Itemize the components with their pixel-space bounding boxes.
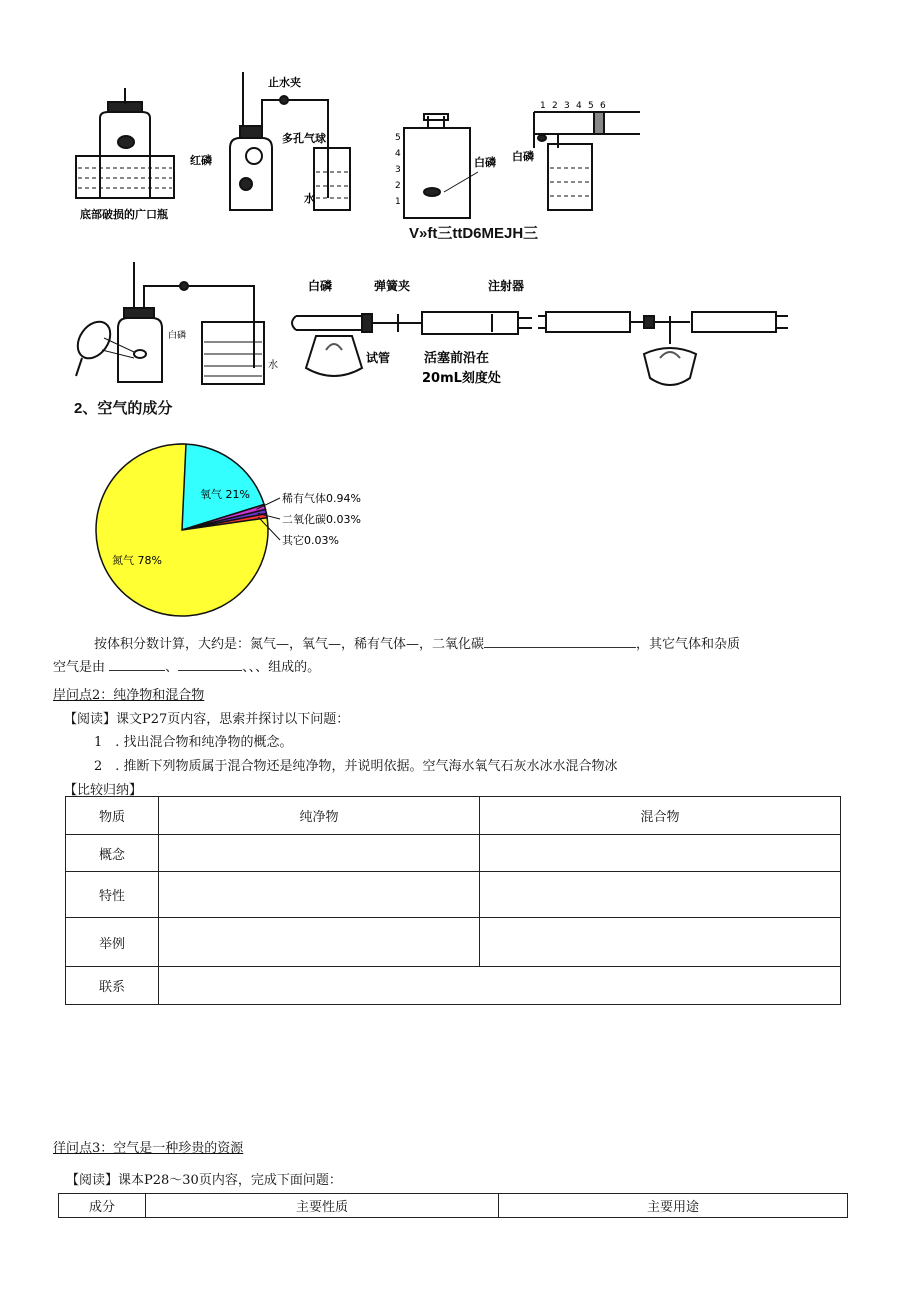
air-consists-end: 、、、组成的。 [242, 660, 321, 675]
point3-title: 徉问点3：空气是一种珍贵的资源 [53, 1141, 244, 1156]
row-label-example: 举例 [66, 918, 159, 967]
table-cell[interactable] [159, 835, 480, 872]
air-consists-text: 空气是由 [53, 660, 106, 675]
fig6-piston-label: 活塞前沿在 [424, 351, 490, 366]
fig4-label: 白磷 [512, 150, 534, 163]
figure-caption: V»ft三ttD6MEJH三 [409, 225, 539, 242]
volume-fraction-text: 按体积分数计算，大约是：氮气—，氧气—，稀有气体—，二氧化碳 [94, 637, 485, 652]
separator: 、 [165, 660, 179, 675]
pie-label-4: 其它0.03% [282, 534, 339, 547]
header-use: 主要用途 [499, 1194, 848, 1218]
fig3-scale-5: 5 [395, 133, 401, 143]
point2-q2: 2 . 推断下列物质属于混合物还是纯净物，并说明依据。空气海水氧气石灰水冰水混合物冰 [94, 759, 618, 774]
point2-q1: 1 . 找出混合物和纯净物的概念。 [94, 735, 293, 750]
fig3-label: 白磷 [474, 156, 496, 169]
point2-read: 【阅读】课文P27页内容，思索并探讨以下问题： [64, 712, 350, 727]
table-cell[interactable] [480, 872, 841, 918]
fig3-scale-2: 2 [395, 181, 401, 191]
table-cell[interactable] [159, 918, 480, 967]
fig3-scale-4: 4 [395, 149, 401, 159]
fig3-scale-1: 1 [395, 197, 401, 207]
fig2-red-p-label: 红磷 [190, 154, 212, 167]
fig2-balloon-label: 多孔气球 [282, 132, 326, 145]
header-mixture: 混合物 [480, 797, 841, 835]
row-label-relation: 联系 [66, 967, 159, 1005]
fig4-scale-4: 4 [576, 101, 582, 111]
volume-fraction-text-end: ，其它气体和杂质 [636, 637, 741, 652]
fig5-white-p-label: 白磷 [168, 331, 187, 341]
fig6-tube-label: 试管 [366, 351, 391, 365]
fig4-scale-6: 6 [600, 101, 606, 111]
volume-fraction-line2 [53, 656, 320, 675]
fig3-scale-3: 3 [395, 165, 401, 175]
fig6-clip-label: 弹簧夹 [374, 279, 411, 293]
syringe-figure [292, 312, 532, 376]
table-row [66, 835, 841, 872]
fig2-clamp-label: 止水夹 [268, 76, 301, 89]
header-property: 主要性质 [146, 1194, 499, 1218]
fig1-label: 底部破损的广口瓶 [80, 208, 168, 221]
fig4-scale-2: 2 [552, 101, 558, 111]
component-blank-2 [178, 658, 242, 671]
fig6-mark-label: 20mL刻度处 [422, 371, 501, 386]
fig6-syringe-label: 注射器 [488, 279, 525, 293]
pie-label-1: 氧气 21% [200, 488, 250, 501]
scaled-tube-figure [534, 112, 640, 210]
apparatus-figures-row1 [70, 68, 650, 248]
point3-read: 【阅读】课本P28～30页内容，完成下面问题： [66, 1173, 342, 1188]
air-composition-pie-chart [82, 440, 382, 620]
table-header-row [66, 797, 841, 835]
row-label-concept: 概念 [66, 835, 159, 872]
component-blank-1 [109, 658, 165, 671]
table-row [66, 918, 841, 967]
co2-blank [484, 635, 636, 648]
header-component: 成分 [59, 1194, 146, 1218]
table-cell[interactable] [480, 918, 841, 967]
table-cell[interactable] [159, 872, 480, 918]
table-cell[interactable] [159, 967, 841, 1005]
comparison-table [65, 796, 841, 1005]
apparatus-figures-row2 [72, 258, 802, 396]
magnifier-figure [72, 262, 264, 384]
header-substance: 物质 [66, 797, 159, 835]
header-pure: 纯净物 [159, 797, 480, 835]
table-row [66, 872, 841, 918]
broken-bottle-figure [76, 88, 174, 198]
resource-table [58, 1193, 848, 1218]
double-syringe-figure [538, 312, 788, 385]
volume-fraction-line1 [94, 633, 740, 652]
fig5-water-label: 水 [268, 360, 278, 371]
fig2-water-label: 水 [304, 192, 315, 205]
pie-label-3: 二氧化碳0.03% [282, 513, 361, 526]
pie-label-0: 氮气 78% [112, 554, 162, 567]
pie-label-2: 稀有气体0.94% [282, 492, 361, 505]
fig4-scale-5: 5 [588, 101, 594, 111]
table-cell[interactable] [480, 835, 841, 872]
row-label-property: 特性 [66, 872, 159, 918]
point2-compare: 【比较归纳】 [64, 783, 143, 798]
section2-title: 2、空气的成分 [74, 400, 173, 417]
point2-title: 岸问点2：纯净物和混合物 [53, 688, 205, 703]
piston-cylinder-figure [404, 114, 478, 218]
table-row [66, 967, 841, 1005]
fig6-white-p-label: 白磷 [308, 279, 333, 293]
fig4-scale-3: 3 [564, 101, 570, 111]
fig4-scale-1: 1 [540, 101, 546, 111]
table-header-row [59, 1194, 848, 1218]
